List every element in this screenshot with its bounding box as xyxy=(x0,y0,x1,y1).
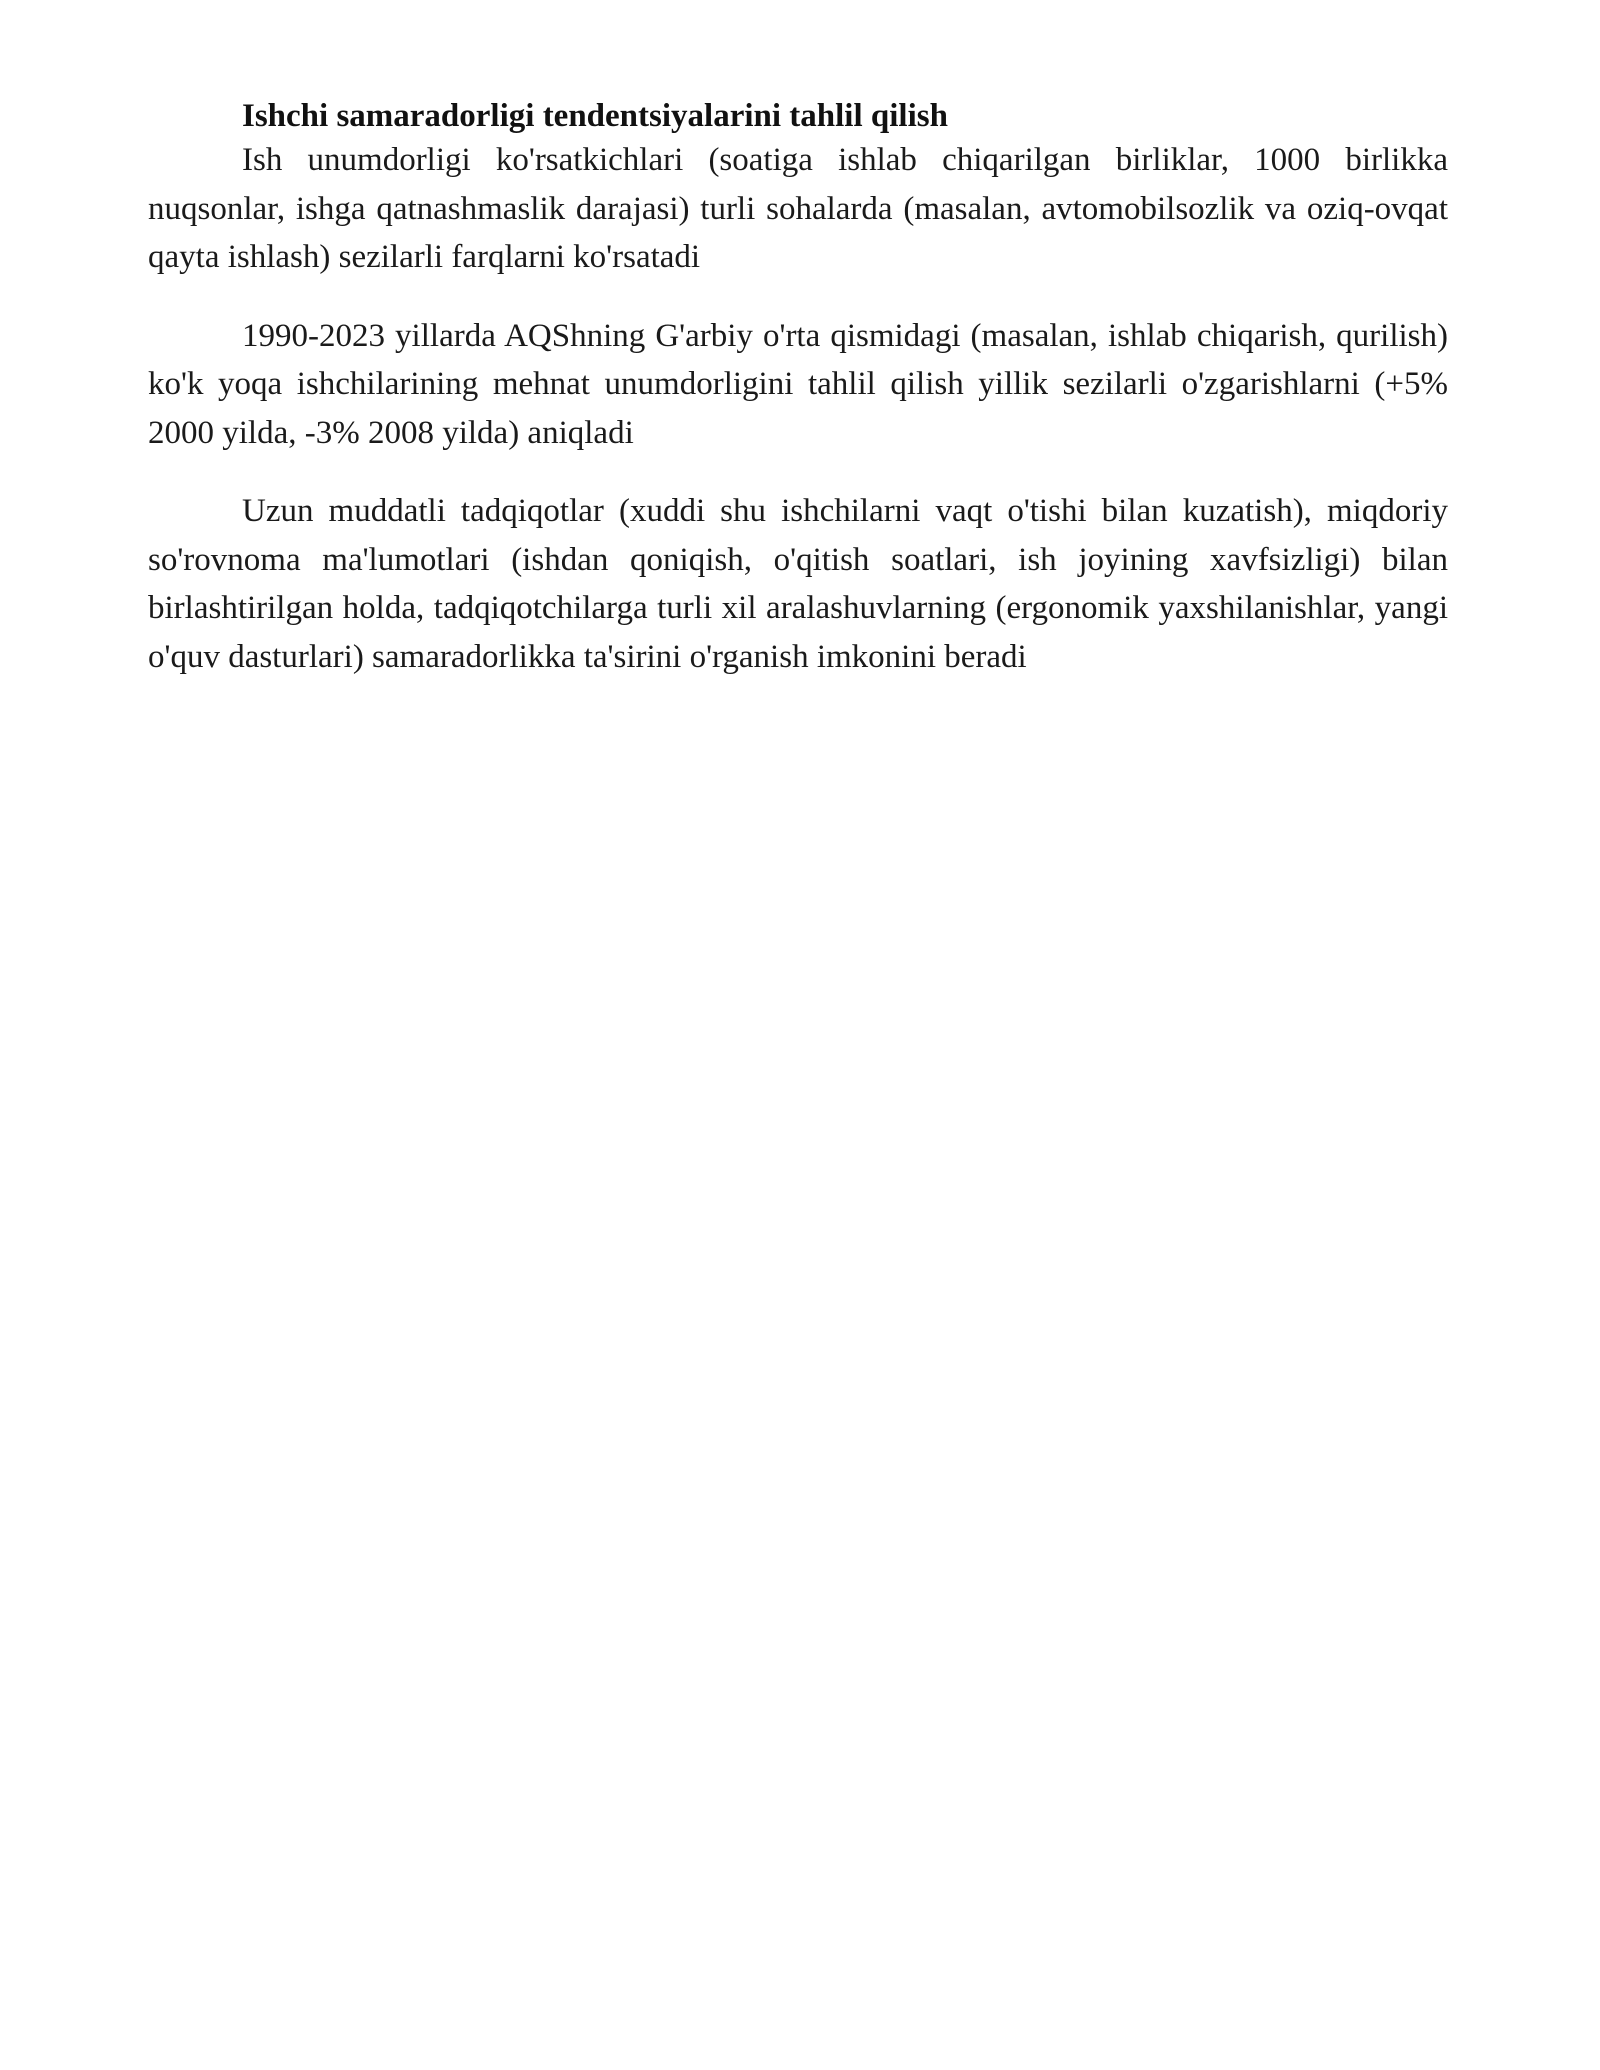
paragraph-midwest-analysis: 1990-2023 yillarda AQShning G'arbiy o'rta qismidagi (masalan, ishlab chiqarish, qurilish) ko'k yoqa ishchilarining mehnat unumdorligini tahlil qilish yillik sezilarli o'zgarishlarni (+5% 2000 yilda, -3% 2008 yilda) aniqladi xyxy=(148,317,1448,451)
paragraph-longitudinal-studies: Uzun muddatli tadqiqotlar (xuddi shu ishchilarni vaqt o'tishi bilan kuzatish), miqdoriy so'rovnoma ma'lumotlari (ishdan qoniqish, o'qitish soatlari, ish joyining xavfsizligi) bilan birlashtirilgan holda, tadqiqotchilarga turli xil aralashuvlarning (ergonomik yaxshilanishlar, yangi o'quv dasturlari) samaradorlikka ta'sirini o'rganish imkonini beradi xyxy=(148,493,1448,675)
document-page xyxy=(148,96,1448,711)
document-title: Ishchi samaradorligi tendentsiyalarini tahlil qilish xyxy=(242,98,948,134)
paragraph-productivity-indicators: Ish unumdorligi ko'rsatkichlari (soatiga ishlab chiqarilgan birliklar, 1000 birlikka nuqsonlar, ishga qatnashmaslik darajasi) turli sohalarda (masalan, avtomobilsozlik va oziq-ovqat qayta ishlash) sezilarli farqlarni ko'rsatadi xyxy=(148,142,1448,275)
